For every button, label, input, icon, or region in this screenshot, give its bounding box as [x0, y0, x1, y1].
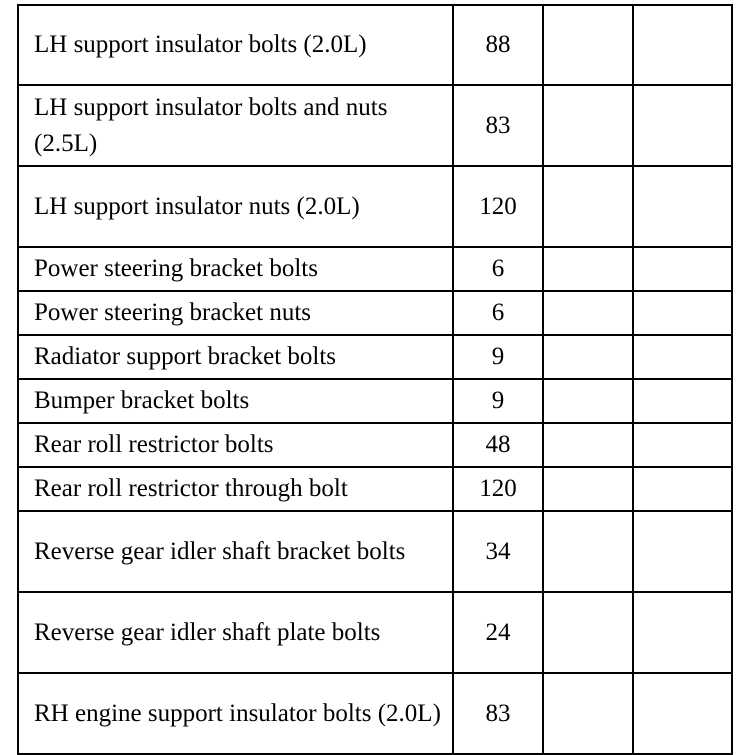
table-row [18, 423, 732, 467]
fastener-description: Reverse gear idler shaft plate bolts [18, 592, 453, 673]
fastener-description: Rear roll restrictor through bolt [18, 467, 453, 511]
torque-value: 9 [453, 379, 543, 423]
fastener-description: Bumper bracket bolts [18, 379, 453, 423]
table-row [18, 511, 732, 592]
empty-cell [633, 379, 732, 423]
empty-cell [633, 166, 732, 247]
fastener-description: LH support insulator bolts and nuts (2.5L) [18, 85, 453, 166]
empty-cell [543, 5, 633, 85]
empty-cell [543, 511, 633, 592]
torque-spec-table [17, 4, 733, 755]
torque-value: 6 [453, 247, 543, 291]
empty-cell [633, 592, 732, 673]
empty-cell [633, 247, 732, 291]
empty-cell [543, 291, 633, 335]
empty-cell [543, 592, 633, 673]
torque-value: 120 [453, 467, 543, 511]
empty-cell [633, 423, 732, 467]
empty-cell [543, 423, 633, 467]
torque-value: 9 [453, 335, 543, 379]
empty-cell [543, 467, 633, 511]
table-row [18, 592, 732, 673]
table-row [18, 291, 732, 335]
empty-cell [543, 673, 633, 754]
table-row [18, 673, 732, 754]
table-row [18, 335, 732, 379]
torque-value: 24 [453, 592, 543, 673]
empty-cell [633, 673, 732, 754]
table-row [18, 379, 732, 423]
fastener-description: Reverse gear idler shaft bracket bolts [18, 511, 453, 592]
torque-value: 34 [453, 511, 543, 592]
table-row [18, 85, 732, 166]
table-row [18, 5, 732, 85]
empty-cell [633, 5, 732, 85]
torque-value: 6 [453, 291, 543, 335]
empty-cell [543, 166, 633, 247]
empty-cell [543, 247, 633, 291]
torque-value: 83 [453, 673, 543, 754]
torque-value: 83 [453, 85, 543, 166]
empty-cell [543, 335, 633, 379]
empty-cell [633, 511, 732, 592]
fastener-description: Power steering bracket bolts [18, 247, 453, 291]
fastener-description: Rear roll restrictor bolts [18, 423, 453, 467]
fastener-description: Power steering bracket nuts [18, 291, 453, 335]
fastener-description: Radiator support bracket bolts [18, 335, 453, 379]
fastener-description: RH engine support insulator bolts (2.0L) [18, 673, 453, 754]
table-row [18, 166, 732, 247]
fastener-description: LH support insulator nuts (2.0L) [18, 166, 453, 247]
fastener-description: LH support insulator bolts (2.0L) [18, 5, 453, 85]
empty-cell [543, 85, 633, 166]
empty-cell [633, 291, 732, 335]
empty-cell [633, 467, 732, 511]
empty-cell [543, 379, 633, 423]
torque-value: 120 [453, 166, 543, 247]
table-row [18, 467, 732, 511]
torque-value: 48 [453, 423, 543, 467]
table-row [18, 247, 732, 291]
torque-value: 88 [453, 5, 543, 85]
empty-cell [633, 85, 732, 166]
empty-cell [633, 335, 732, 379]
